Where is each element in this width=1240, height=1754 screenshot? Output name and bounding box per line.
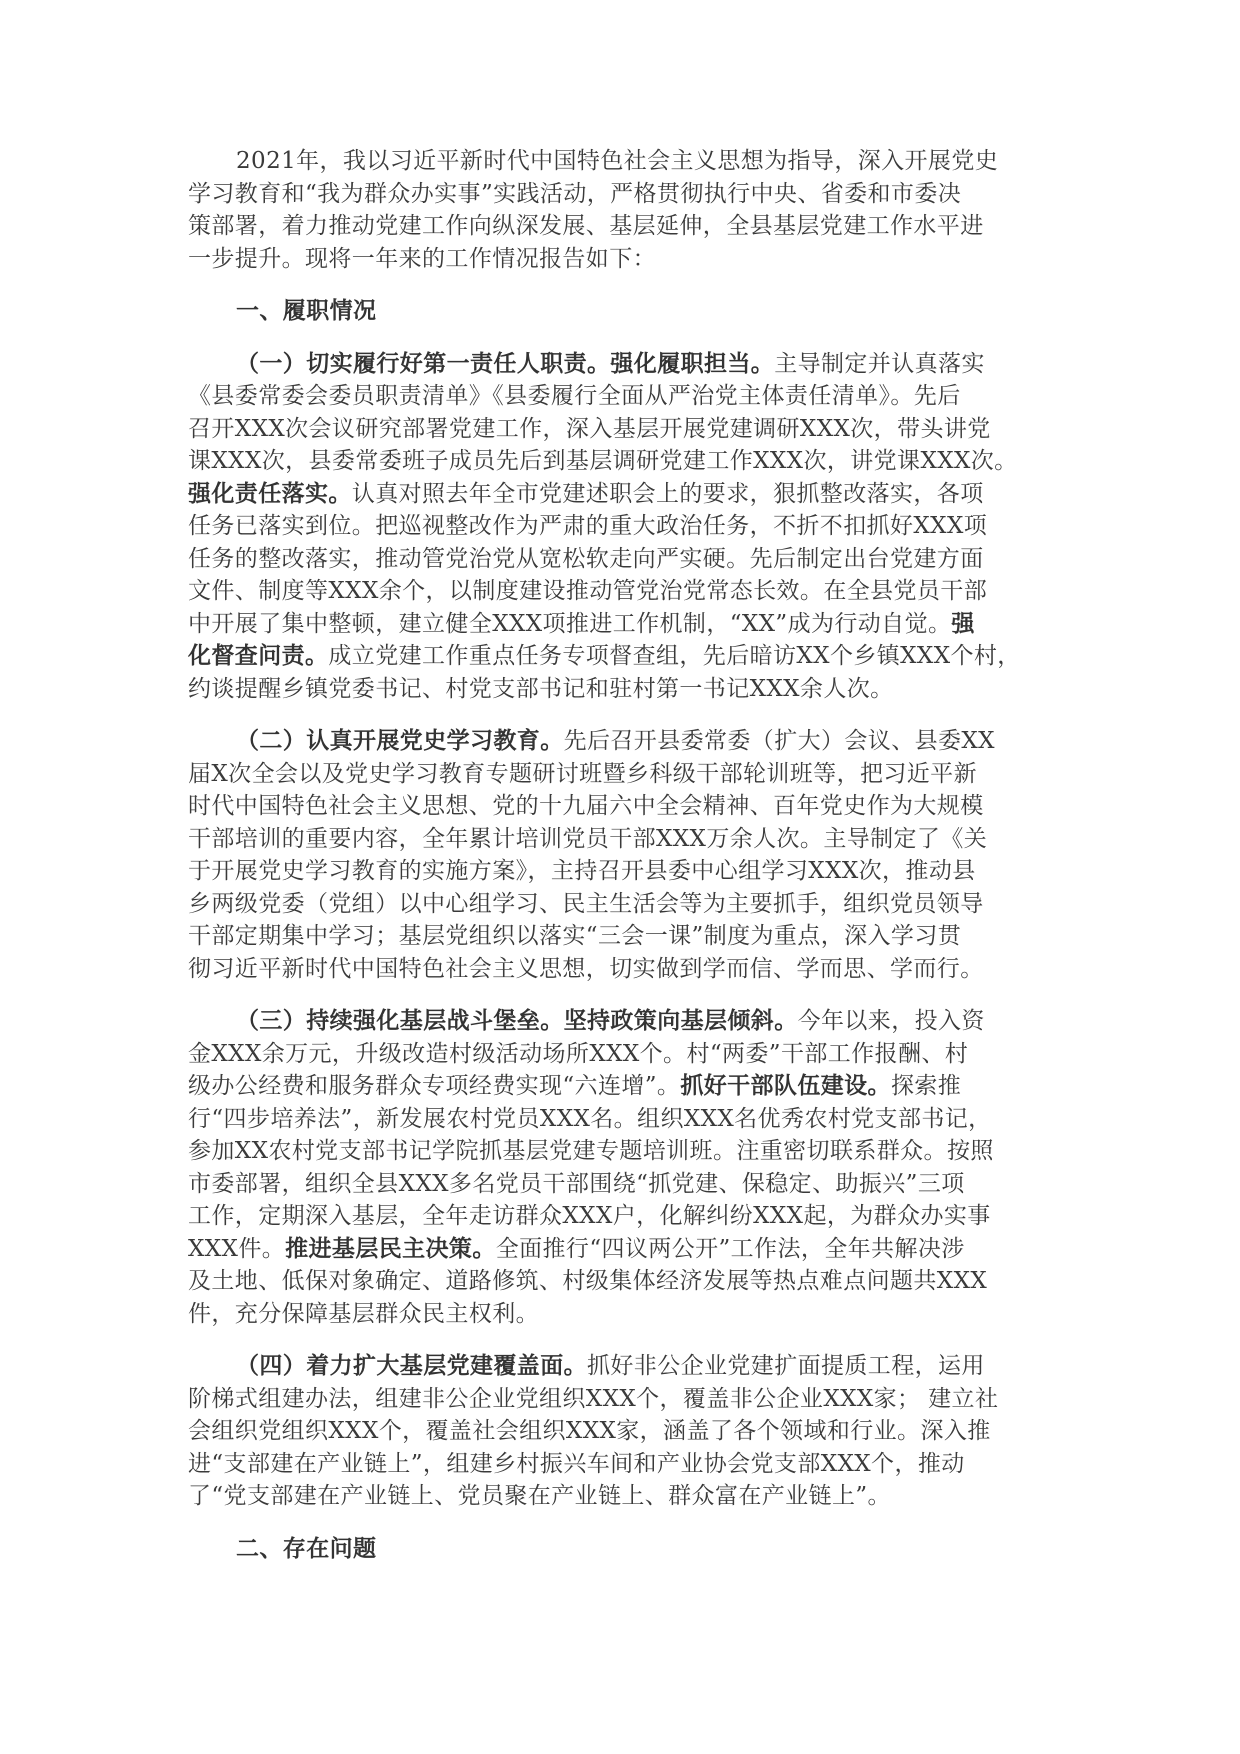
bold-lead: （四）着力扩大基层党建覆盖面。: [236, 1353, 587, 1379]
intro-paragraph: [188, 145, 1058, 275]
bold-lead: 推进基层民主决策。: [285, 1235, 496, 1262]
text-line: 乡两级党委（党组）以中心组学习、民主生活会等为主要抓手，组织党员领导: [188, 890, 984, 917]
text-line: 工作，定期深入基层，全年走访群众XXX户，化解纠纷XXX起，为群众办实事: [188, 1203, 991, 1229]
text-line: 干部定期集中学习；基层党组织以落实“三会一课”制度为重点，深入学习贯: [188, 923, 962, 949]
text-line: 了“党支部建在产业链上、党员聚在产业链上、群众富在产业链上”。: [188, 1483, 891, 1509]
text-line: 召开XXX次会议研究部署党建工作，深入基层开展党建调研XXX次，带头讲党: [188, 415, 991, 442]
text-line: 及土地、低保对象确定、道路修筑、村级集体经济发展等热点难点问题共XXX: [188, 1268, 988, 1294]
bold-lead: （二）认真开展党史学习教育。: [236, 728, 564, 754]
text-line: 《县委常委会委员职责清单》《县委履行全面从严治党主体责任清单》。先后: [188, 383, 961, 409]
text-line: （三）持续强化基层战斗堡垒。坚持政策向基层倾斜。今年以来，投入资: [236, 1008, 985, 1034]
paragraph-duty: [188, 348, 1058, 706]
text-line: 中开展了集中整顿，建立健全XXX项推进工作机制，“XX”成为行动自觉。强: [188, 610, 975, 637]
bold-lead: 化督查问责。: [188, 643, 329, 669]
text-line: （四）着力扩大基层党建覆盖面。抓好非公企业党建扩面提质工程，运用: [236, 1353, 985, 1379]
text-line: 文件、制度等XXX余个，以制度建设推动管党治党常态长效。在全县党员干部: [188, 578, 988, 604]
text-line: 约谈提醒乡镇党委书记、村党支部书记和驻村第一书记XXX余人次。: [188, 675, 894, 702]
text-line: 参加XX农村党支部书记学院抓基层党建专题培训班。注重密切联系群众。按照: [188, 1138, 994, 1164]
text-line: 市委部署，组织全县XXX多名党员干部围绕“抓党建、保稳定、助振兴”三项: [188, 1170, 965, 1197]
text-line: 金XXX余万元，升级改造村级活动场所XXX个。村“两委”干部工作报酬、村: [188, 1040, 969, 1067]
section-heading-1: 一、履职情况: [236, 298, 377, 324]
text-line: （一）切实履行好第一责任人职责。强化履职担当。主导制定并认真落实: [236, 350, 985, 377]
paragraph-party-history: [188, 725, 1058, 985]
text-line: 级办公经费和服务群众专项经费实现“六连增”。抓好干部队伍建设。探索推: [188, 1073, 962, 1099]
bold-lead: 强化责任落实。: [188, 480, 352, 507]
text-line: 会组织党组织XXX个，覆盖社会组织XXX家，涵盖了各个领域和行业。深入推: [188, 1418, 991, 1444]
text-line: 届X次全会以及党史学习教育专题研讨班暨乡科级干部轮训班等，把习近平新: [188, 760, 977, 787]
text-line: 策部署，着力推动党建工作向纵深发展、基层延伸，全县基层党建工作水平进: [188, 213, 984, 239]
text-line: 行“四步培养法”，新发展农村党员XXX名。组织XXX名优秀农村党支部书记，: [188, 1105, 992, 1132]
text-line: 化督查问责。成立党建工作重点任务专项督查组，先后暗访XX个乡镇XXX个村，: [188, 643, 1021, 669]
text-line: 一步提升。现将一年来的工作情况报告如下：: [188, 245, 656, 272]
bold-lead: （三）持续强化基层战斗堡垒。坚持政策向基层倾斜。: [236, 1008, 798, 1034]
section-heading-2: 二、存在问题: [236, 1535, 377, 1562]
text-line: 彻习近平新时代中国特色社会主义思想，切实做到学而信、学而思、学而行。: [188, 955, 984, 982]
text-line: 干部培训的重要内容，全年累计培训党员干部XXX万余人次。主导制定了《关: [188, 825, 988, 852]
text-line: 时代中国特色社会主义思想、党的十九届六中全会精神、百年党史作为大规模: [188, 793, 984, 819]
text-line: 课XXX次，县委常委班子成员先后到基层调研党建工作XXX次，讲党课XXX次。: [188, 448, 1018, 474]
bold-lead: 强: [951, 610, 975, 637]
text-line: 2021年，我以习近平新时代中国特色社会主义思想为指导，深入开展党史: [236, 148, 999, 174]
document-page: [188, 145, 1058, 1585]
text-line: 学习教育和“我为群众办实事”实践活动，严格贯彻执行中央、省委和市委决: [188, 180, 962, 207]
paragraph-coverage: [188, 1350, 1058, 1513]
text-line: 于开展党史学习教育的实施方案》，主持召开县委中心组学习XXX次，推动县: [188, 858, 976, 884]
bold-lead: 抓好干部队伍建设。: [680, 1073, 891, 1099]
text-line: 任务已落实到位。把巡视整改作为严肃的重大政治任务，不折不扣抓好XXX项: [188, 513, 988, 539]
text-line: 阶梯式组建办法，组建非公企业党组织XXX个，覆盖非公企业XXX家； 建立社: [188, 1385, 999, 1412]
bold-lead: （一）切实履行好第一责任人职责。强化履职担当。: [236, 350, 775, 377]
text-line: 任务的整改落实，推动管党治党从宽松软走向严实硬。先后制定出台党建方面: [188, 545, 984, 572]
text-line: 强化责任落实。认真对照去年全市党建述职会上的要求，狠抓整改落实，各项: [188, 480, 984, 507]
paragraph-grassroots-fortress: [188, 1005, 1058, 1330]
text-line: （二）认真开展党史学习教育。先后召开县委常委（扩大）会议、县委XX: [236, 728, 995, 754]
text-line: XXX件。推进基层民主决策。全面推行“四议两公开”工作法，全年共解决涉: [188, 1235, 965, 1262]
text-line: 进“支部建在产业链上”，组建乡村振兴车间和产业协会党支部XXX个，推动: [188, 1450, 965, 1477]
text-line: 件，充分保障基层群众民主权利。: [188, 1300, 539, 1327]
